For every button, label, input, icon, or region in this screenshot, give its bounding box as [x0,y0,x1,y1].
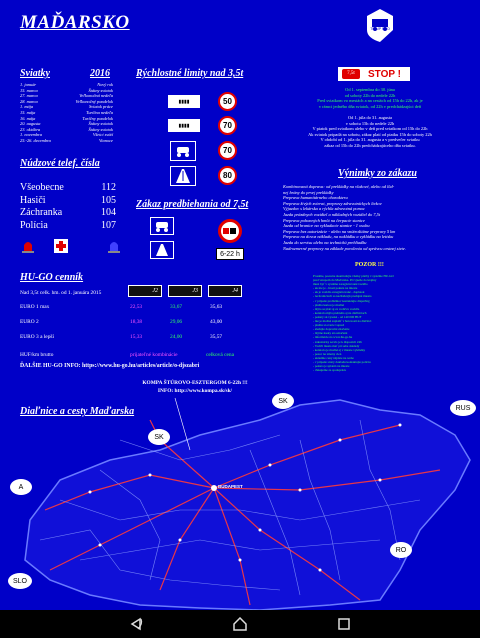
country-badge-a[interactable]: A [10,479,32,495]
ban-summer-line: Pred sviatkom vo mestách a na cestách od 15h do 22h, ak je [317,98,423,104]
pozor-line: - na hraniciach sa nachádzajú predajné miesta [313,294,372,299]
holiday-date: 1. mája [20,104,34,110]
ban-winter-line: V piatok pred sviatkom alebo v deň pred sviatkom od 15h do 22h [312,126,428,132]
ban-summer-line: Od 1. septembra do 30. júna [345,87,395,92]
pozor-line: - informácie na www.hu-go.hu [313,335,353,340]
holiday-name: Štátny sviatok [88,87,113,93]
holiday-name: Veľkonočný pondelok [75,98,113,104]
country-badge-rus[interactable]: RUS [450,400,476,416]
holiday-name: Všetci svätí [92,132,113,138]
truck-logo [365,8,395,44]
hugo-class-label: J4 [232,288,238,294]
hugo-subtitle: Nad 3,5t celk. hm. od 1. januára 2015 [20,290,102,296]
hugo-price: 35,57 [210,334,223,340]
ban-summer-line: v rámci jedného dňa sviatok, od 22h v predchádzajúci deň [318,103,422,109]
emergency-number[interactable]: 105 [101,194,116,206]
emergency-number[interactable]: 107 [101,219,116,231]
truck-road-icon: ▮▮▮▮ [168,119,200,132]
pozor-line: - nie je možné zaplatiť v hotovosti na diaľnici [313,319,372,324]
capital-label: BUDAPEST [218,484,243,489]
police-light-icon [108,242,120,253]
exception-line: Preprava humanitárneho charakteru [283,195,348,201]
emergency-number[interactable]: 112 [101,182,116,193]
holiday-date: 28. marca [20,98,38,104]
android-navbar [0,610,480,638]
exception-line: Preprava živých zvierat, prepravy zdravotníckych liekov [283,200,382,206]
holiday-name: Veľkonočná nedeľa [79,93,113,99]
pozor-line: - zákaznícky servis je k dispozícii 24h [313,339,362,344]
speed-sign-70: 70 [218,116,237,135]
ban-sign [338,67,410,81]
country-badge-ro[interactable]: RO [390,542,412,558]
holiday-date: 15. mája [20,109,36,115]
pozor-line: - ak je vozidlo zaregistrované - doplatok [313,290,365,295]
hugo-price: 35,63 [210,304,223,310]
pozor-line: - pokuta je splatná na mieste [313,364,350,369]
holiday-row [20,138,113,144]
speed-row-1 [168,92,248,114]
fire-light-icon [22,242,34,253]
ban-summer-text [270,87,470,109]
home-icon [232,617,248,631]
ban-winter-line: Ak sviatok pripadá na sobotu, zákaz platí od piatku 15h do soboty 22h [308,131,432,137]
pozor-title: POZOR !!! [355,262,384,268]
pozor-line: - mýto sa platí aj za vodičov vozidla [313,306,360,311]
pozor-line: - Vodiči musia mať pri sebe doklady [313,343,360,348]
speed-limits-title: Rýchlostné limity nad 3,5t [136,68,244,79]
hugo-price: 18,38 [130,319,143,325]
hugo-price: 29,06 [170,319,183,325]
speed-sign-50: 50 [218,92,237,111]
home-button[interactable] [220,610,260,638]
holiday-date: 25.-26. decembra [20,137,51,143]
no-overtaking-icon [223,226,237,236]
ban-stop-label: STOP ! [368,68,401,80]
exception-line: Nadrozmerné prepravy na základe povolenia od správcu cestnej siete. [283,245,406,251]
motorway-icon [170,166,196,186]
hugo-class-label: J3 [192,288,198,294]
exception-line: Preprava pohonných hmôt na čerpacie stanice [283,217,365,223]
emergency-row [20,195,116,208]
emergency-row [20,220,116,233]
ferry-line1: KOMPA ŠTÚROVO-ESZTERGOM 6-22h !!! [142,380,248,386]
holiday-date: 23. októbra [20,126,41,132]
pozor-list [313,274,473,372]
hugo-row-label: EURO 2 [20,319,39,325]
exception-line: Preprava na dovoz nákladu, na nakládku a vykládku na letisku [283,234,394,240]
country-badge-sk[interactable]: SK [272,393,294,409]
holiday-name: Štátny sviatok [88,126,113,132]
pozor-line: - v prípade straty dokladu kontaktujte políciu [313,359,371,364]
overtaking-expressway-icon [150,217,174,235]
truck-road-icon: ▮▮▮▮ [168,95,200,108]
ban-winter-line: Od 1. júla do 31. augusta [347,115,393,120]
exception-line: Výjazdov s lekárska a rýchla zdravotná pomoc [283,206,365,212]
hugo-class-icon [168,285,202,297]
expressway-icon [170,141,196,161]
pozor-line: - platbu si overte vopred [313,323,345,328]
first-aid-icon [54,239,68,253]
holidays-title: Sviatky [20,68,50,79]
emergency-title: Núdzové telef. čísla [20,158,100,169]
hugo-price: 24,00 [170,334,183,340]
recents-button[interactable] [324,610,364,638]
emergency-list [20,182,116,232]
hugo-class-icon [208,285,242,297]
ban-winter-line: V období od 1. júla do 31. augusta a v predvečer sviatku [320,137,420,143]
truck-logo-icon [365,8,395,44]
holiday-date: 27. marca [20,93,38,99]
holiday-name: Štátny sviatok [88,121,113,127]
exceptions-list [283,184,469,251]
speed-sign-80: 80 [218,166,237,185]
hugo-row [20,334,250,349]
overtaking-motorway-icon [150,241,174,259]
emergency-row [20,207,116,220]
hugo-price: 33,67 [170,304,183,310]
ban-winter-line: v sobotu 15h do nedele 22h [345,120,395,126]
exceptions-title: Výnimky zo zákazu [338,168,417,179]
hungary-map[interactable] [0,380,480,612]
pozor-line: - ak nie je - hrozí pokuta na mieste [313,286,358,291]
pozor-line: - ďakujeme za spoluprácu [313,368,347,373]
hugo-row-label: EURO 3 a lepší [20,334,54,340]
hugo-price: 15,33 [130,334,143,340]
pozor-line: - kontrola je možná aj v mieste vykládky [313,347,366,352]
holiday-date: 20. augusta [20,121,41,127]
pozor-line: - platba kartou je možná [313,302,344,307]
logo-text: TRIMP PRO [370,27,390,31]
emergency-icons [20,238,120,254]
pozor-line: musí byť v systéme zaregistrované vozidlo [313,282,368,287]
ferry-line2[interactable]: INFO: http://www.kompa.sk/sk/ [157,388,233,394]
holiday-name: Vianoce [98,137,113,143]
emergency-service: Záchranka [20,207,63,218]
hugo-price: 43,00 [210,319,223,325]
hungary-outline [25,400,470,610]
speed-row-4 [168,166,248,188]
emergency-service: Polícia [20,219,48,231]
holiday-date: 15. marca [20,87,38,93]
pozor-line: - sledujte dopravné značenie [313,327,350,332]
exception-line: Kombinovaná doprava: od prekládky na vlakové, alebo od lôd- [283,184,395,189]
overtaking-time: 6-22 h [216,248,244,260]
ban-winter-line: zákaz od 15h do 22h predchádzajúceho dňa sviatku. [324,142,416,148]
country-badge-sk2[interactable]: SK [148,429,170,445]
holiday-name: Turíčny pondelok [82,115,113,121]
hugo-huf-label: HUF/km brutto [20,352,54,358]
hugo-class-header [128,285,248,299]
hugo-class-icon [128,285,162,297]
pozor-line: - kontrola mýta prebieha aj na diaľniciach [313,310,367,315]
pozor-line: pred vstupom do Maďarska. Pri vjazde do krajiny [313,278,377,283]
speed-sign-70b: 70 [218,141,237,160]
pozor-line: - v prípade problémov kontaktujte dispečing [313,298,370,303]
back-icon [128,617,144,631]
speed-row-3 [168,141,248,163]
hugo-table [20,304,250,349]
holidays-list [20,82,113,144]
ban-weight-label: 7,5t [342,69,360,79]
exception-line: nej brány do prvej prekládky [283,189,334,195]
hugo-row-label: EURO 1 max [20,304,50,310]
holiday-name: Nový rok [97,82,113,87]
holiday-date: 1. novembra [20,132,42,138]
back-button[interactable] [116,610,156,638]
exception-line: Jazda do servisu alebo na technickú prehliadku [283,239,367,245]
exception-line: Preprava bez autorizácie - alebo na vnútroštátne prepravy 5 km [283,228,396,234]
emergency-number[interactable]: 104 [101,207,116,218]
holiday-date: 16. mája [20,115,36,121]
pozor-line: - pokuty sú vysoké - od 140 000 HUF [313,314,362,319]
holiday-date: 1. január [20,82,37,87]
holiday-name: Sviatok práce [88,104,113,110]
map-title: Diaľnice a cesty Maďarska [20,406,135,417]
ban-winter-text [270,115,470,149]
holidays-year: 2016 [90,68,110,79]
emergency-service: Hasiči [20,194,46,206]
no-overtaking-sign [218,219,242,243]
speed-row-2 [168,116,248,138]
hugo-class-label: J2 [152,288,158,294]
hugo-row [20,304,250,319]
exception-line: Jazda prázdnych vozidiel a nákladných vozidiel do 7,5t [283,211,381,217]
pozor-line: - aktuálne ceny nájdete na webe [313,355,354,360]
pozor-line: - mýtne úseky sú označené [313,331,348,336]
pozor-line: - pozor na zmeny cien [313,351,342,356]
emergency-service: Všeobecne [20,182,64,193]
exception-line: Jazda od hranice na vykladacie stanice - 1 osobu [283,223,370,229]
hugo-title: HU-GO cenník [20,272,84,283]
hugo-huf-note1: prijateľné kombinácie [130,352,178,358]
recents-icon [337,617,351,631]
hungary-map-svg [0,380,480,612]
hugo-price: 22,53 [130,304,143,310]
emergency-row [20,182,116,195]
page-title: MAĎARSKO [20,12,130,33]
holiday-name: Turíčna nedeľa [86,109,113,115]
ban-summer-line: od soboty 22h do nedele 22h [344,92,396,98]
hugo-huf-note2: celková cena [206,352,234,358]
hugo-more-info-link[interactable]: ĎALŠIE HU-GO INFO: https://www.hu-go.hu/articles/article/o-djszabri [20,363,200,369]
overtaking-title: Zákaz predbiehania od 7,5t [136,199,249,210]
pozor-line: Prosíme, pozorne skontrolujte všetky platby v systéme HU-GO [313,274,394,278]
country-badge-slo[interactable]: SLO [8,573,32,589]
hugo-row [20,319,250,334]
